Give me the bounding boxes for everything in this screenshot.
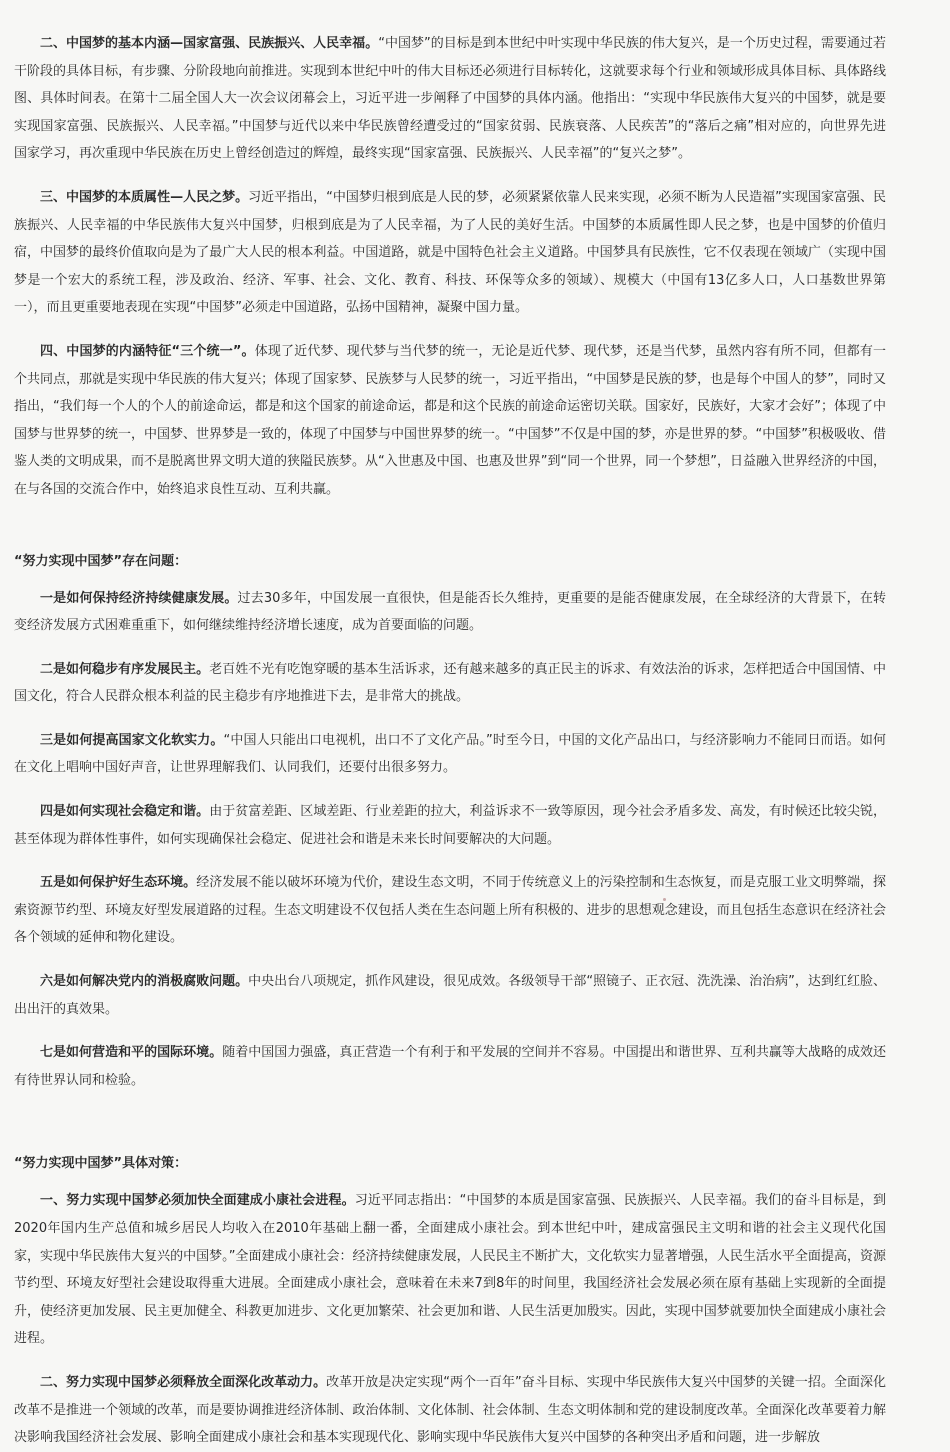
problem-lead: 二是如何稳步有序发展民主。 (40, 661, 210, 677)
section-lead: 三、中国梦的本质属性—人民之梦。 (40, 189, 249, 205)
section-essential-attribute (14, 184, 886, 322)
problem-lead: 五是如何保护好生态环境。 (40, 875, 197, 891)
problem-lead: 六是如何解决党内的消极腐败问题。 (40, 974, 249, 990)
problem-body: 老百姓不光有吃饱穿暖的基本生活诉求，还有越来越多的真正民主的诉求、有效法治的诉求，怎样把适合中国国情、中国文化，符合人民群众根本利益的民主稳步有序地推进下去，是非常大的挑战。 (14, 661, 886, 705)
problem-body: 中央出台八项规定，抓作风建设，很见成效。各级领导干部“照镜子、正衣冠、洗洗澡、治治病”，达到红红脸、出出汗的真效果。 (14, 974, 886, 1017)
problem-lead: 四是如何实现社会稳定和谐。 (40, 804, 210, 820)
problem-item (14, 656, 886, 711)
problem-body: 由于贫富差距、区域差距、行业差距的拉大，利益诉求不一致等原因，现今社会矛盾多发、高发，有时候还比较尖锐，甚至体现为群体性事件，如何实现确保社会稳定、促进社会和谐是未来长时间要解决的大问题。 (14, 804, 886, 847)
section-lead: 二、中国梦的基本内涵—国家富强、民族振兴、人民幸福。 (40, 36, 379, 51)
problem-body: “中国人只能出口电视机，出口不了文化产品。”时至今日，中国的文化产品出口，与经济影响力不能同日而语。如何在文化上唱响中国好声音，让世界理解我们、认同我们，还要付出很多努力。 (14, 732, 886, 776)
measure-lead: 二、努力实现中国梦必须释放全面深化改革动力。 (40, 1374, 327, 1390)
problem-item (14, 968, 886, 1023)
problem-lead: 七是如何营造和平的国际环境。 (40, 1045, 223, 1061)
problem-item (14, 869, 886, 952)
measure-item (14, 1369, 886, 1452)
measure-lead: 一、努力实现中国梦必须加快全面建成小康社会进程。 (40, 1193, 355, 1209)
measure-body: 改革开放是决定实现“两个一百年”奋斗目标、实现中华民族伟大复兴中国梦的关键一招。全面深化改革不是推进一个领域的改革，而是要协调推进经济体制、政治体制、文化体制、社会体制、生态文明体制和党的建设制度改革。全面深化改革要着力解决影响我国经济社会发展、影响全面建成小康社会和基本实现现代化、影响实现中华民族伟大复兴中国梦的各种突出矛盾和问题，进一步解放 (14, 1374, 886, 1446)
scan-speck (663, 898, 666, 901)
section-three-unities (14, 338, 886, 504)
section-body: 习近平指出，“中国梦归根到底是人民的梦，必须紧紧依靠人民来实现，必须不断为人民造福”实现国家富强、民族振兴、人民幸福的中华民族伟大复兴中国梦，归根到底是为了人民幸福，为了人民的美好生活。中国梦的本质属性即人民之梦，也是中国梦的价值归宿，中国梦的最终价值取向是为了最广大人民的根本利益。中国道路，就是中国特色社会主义道路。中国梦具有民族性，它不仅表现在领域广（实现中国梦是一个宏大的系统工程，涉及政治、经济、军事、社会、文化、教育、科技、环保等众多的领域）、规模大（中国有13亿多人口，人口基数世界第一），而且更重要地表现在实现“中国梦”必须走中国道路，弘扬中国精神，凝聚中国力量。 (14, 189, 886, 316)
problem-lead: 三是如何提高国家文化软实力。 (40, 732, 224, 748)
problem-body: 经济发展不能以破坏环境为代价，建设生态文明，不同于传统意义上的污染控制和生态恢复，而是克服工业文明弊端，探索资源节约型、环境友好型发展道路的过程。生态文明建设不仅包括人类在生态问题上所有积极的、进步的思想观念建设，而且包括生态意识在经济社会各个领域的延伸和物化建设。 (14, 875, 886, 946)
problem-item (14, 727, 886, 782)
problem-body: 随着中国国力强盛，真正营造一个有利于和平发展的空间并不容易。中国提出和谐世界、互利共赢等大战略的成效还有待世界认同和检验。 (14, 1045, 886, 1088)
measures-heading: “努力实现中国梦”具体对策： (14, 1156, 188, 1172)
section-lead: 四、中国梦的内涵特征“三个统一”。 (40, 343, 255, 359)
section-body: “中国梦”的目标是到本世纪中叶实现中华民族的伟大复兴，是一个历史过程，需要通过若干阶段的具体目标，有步骤、分阶段地向前推进。实现到本世纪中叶的伟大目标还必须进行目标转化，这就要求每个行业和领域形成具体目标、具体路线图、具体时间表。在第十二届全国人大一次会议闭幕会上，习近平进一步阐释了中国梦的具体内涵。他指出：“实现中华民族伟大复兴的中国梦，就是要实现国家富强、民族振兴、人民幸福。”中国梦与近代以来中华民族曾经遭受过的“国家贫弱、民族衰落、人民疾苦”的“落后之痛”相对应的，向世界先进国家学习，再次重现中华民族在历史上曾经创造过的辉煌，最终实现“国家富强、民族振兴、人民幸福”的“复兴之梦”。 (14, 36, 886, 162)
measure-body: 习近平同志指出：“中国梦的本质是国家富强、民族振兴、人民幸福。我们的奋斗目标是，到2020年国内生产总值和城乡居民人均收入在2010年基础上翻一番，全面建成小康社会。到本世纪中叶，建成富强民主文明和谐的社会主义现代化国家，实现中华民族伟大复兴的中国梦。”全面建成小康社会：经济持续健康发展，人民民主不断扩大，文化软实力显著增强，人民生活水平全面提高，资源节约型、环境友好型社会建设取得重大进展。全面建成小康社会，意味着在未来7到8年的时间里，我国经济社会发展必须在原有基础上实现新的全面提升，使经济更加发展、民主更加健全、科教更加进步、文化更加繁荣、社会更加和谐、人民生活更加殷实。因此，实现中国梦就要加快全面建成小康社会进程。 (14, 1193, 886, 1347)
problem-lead: 一是如何保持经济持续健康发展。 (40, 590, 238, 606)
section-body: 体现了近代梦、现代梦与当代梦的统一，无论是近代梦、现代梦，还是当代梦，虽然内容有所不同，但都有一个共同点，那就是实现中华民族的伟大复兴；体现了国家梦、民族梦与人民梦的统一，习近平指出，“中国梦是民族的梦，也是每个中国人的梦”，同时又指出，“我们每一个人的个人的前途命运，都是和这个国家的前途命运，都是和这个民族的前途命运密切关联。国家好，民族好，大家才会好”；体现了中国梦与世界梦的统一，中国梦、世界梦是一致的，体现了中国梦与中国世界梦的统一。“中国梦”不仅是中国的梦，亦是世界的梦。“中国梦”积极吸收、借鉴人类的文明成果，而不是脱离世界文明大道的狭隘民族梦。从“入世惠及中国、也惠及世界”到“同一个世界，同一个梦想”，日益融入世界经济的中国，在与各国的交流合作中，始终追求良性互动、互利共赢。 (14, 343, 886, 497)
problem-body: 过去30多年，中国发展一直很快，但是能否长久维持，更重要的是能否健康发展，在全球经济的大背景下，在转变经济发展方式困难重重下，如何继续维持经济增长速度，成为首要面临的问题。 (14, 590, 886, 634)
measure-item (14, 1187, 886, 1353)
problem-item (14, 585, 886, 640)
problems-heading: “努力实现中国梦”存在问题： (14, 553, 188, 569)
problem-item (14, 798, 886, 853)
section-basic-connotation (14, 30, 886, 168)
problem-item (14, 1039, 886, 1094)
